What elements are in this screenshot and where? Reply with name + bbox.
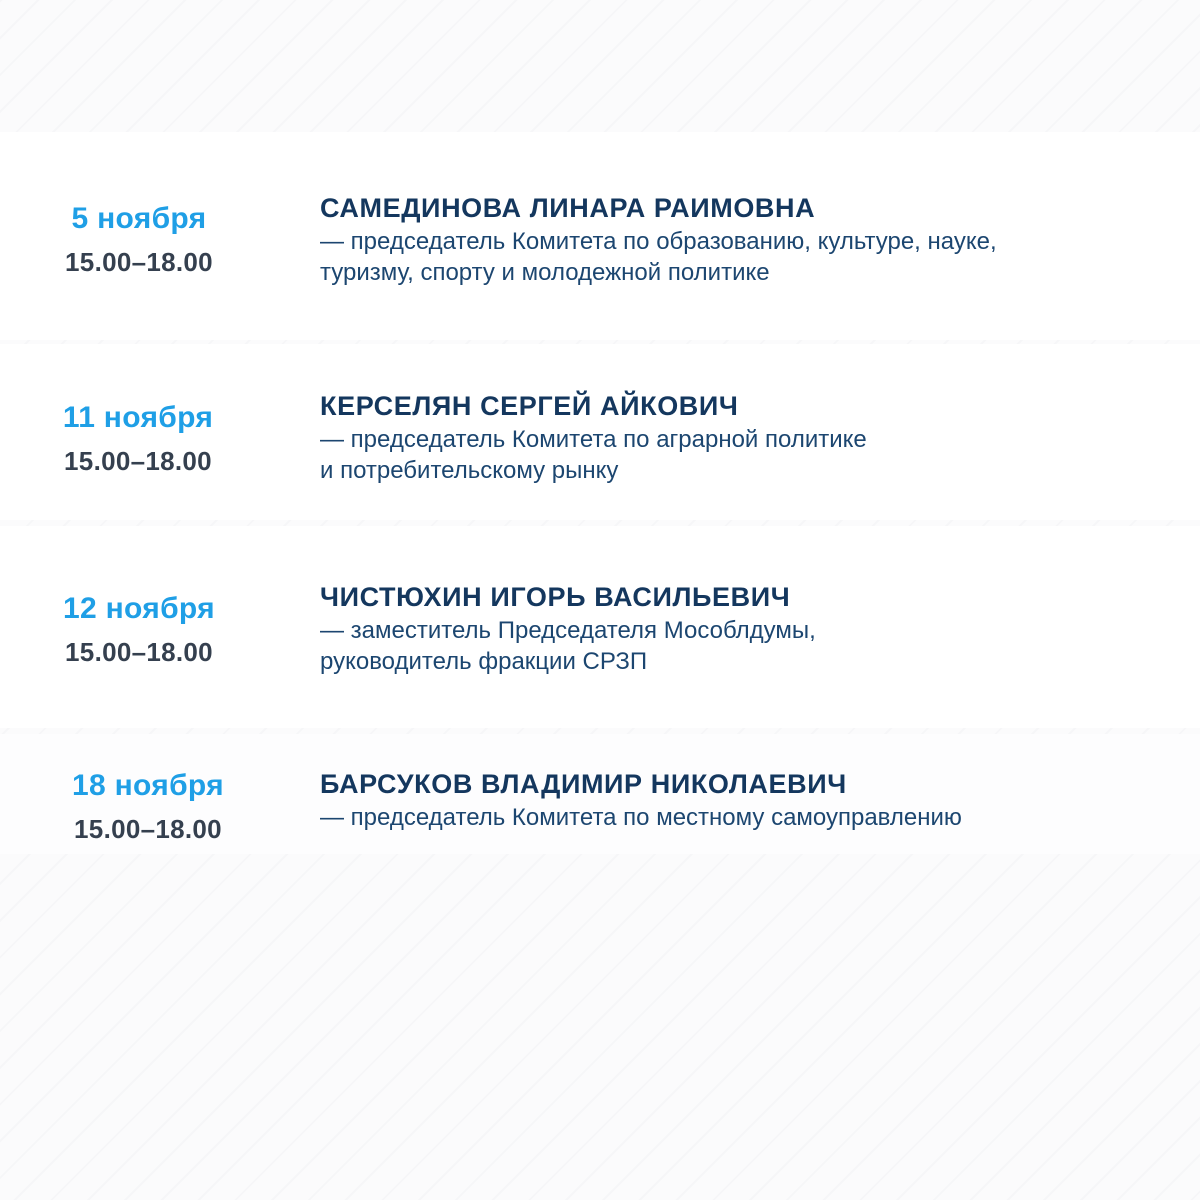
event-date: 11 ноября [62,401,214,434]
person-info [320,581,1140,677]
event-time: 15.00–18.00 [64,446,212,476]
event-time: 15.00–18.00 [74,814,222,844]
person-info [320,192,1140,288]
person-name: ЧИСТЮХИН ИГОРЬ ВАСИЛЬЕВИЧ [320,582,791,612]
person-name: КЕРСЕЛЯН СЕРГЕЙ АЙКОВИЧ [320,391,739,421]
person-name: БАРСУКОВ ВЛАДИМИР НИКОЛАЕВИЧ [320,769,847,799]
date-time-block [0,201,279,279]
person-info [320,768,1140,833]
person-position: — председатель Комитета по аграрной политике и потребительскому рынку [320,426,867,484]
person-position: — председатель Комитета по местному самоуправлению [320,804,962,831]
date-time-block [0,591,279,669]
date-time-block [0,400,278,478]
person-position: — заместитель Председателя Мособлдумы, руководитель фракции СРЗП [320,617,816,675]
person-name: САМЕДИНОВА ЛИНАРА РАИМОВНА [320,193,816,223]
date-time-block [8,768,288,846]
event-time: 15.00–18.00 [65,247,213,277]
event-date: 18 ноября [72,769,224,802]
event-date: 12 ноября [63,592,215,625]
event-date: 5 ноября [71,202,207,235]
person-position: — председатель Комитета по образованию, культуре, науке, туризму, спорту и молодежной политике [320,228,997,286]
event-time: 15.00–18.00 [65,637,213,667]
person-info [320,390,1140,486]
